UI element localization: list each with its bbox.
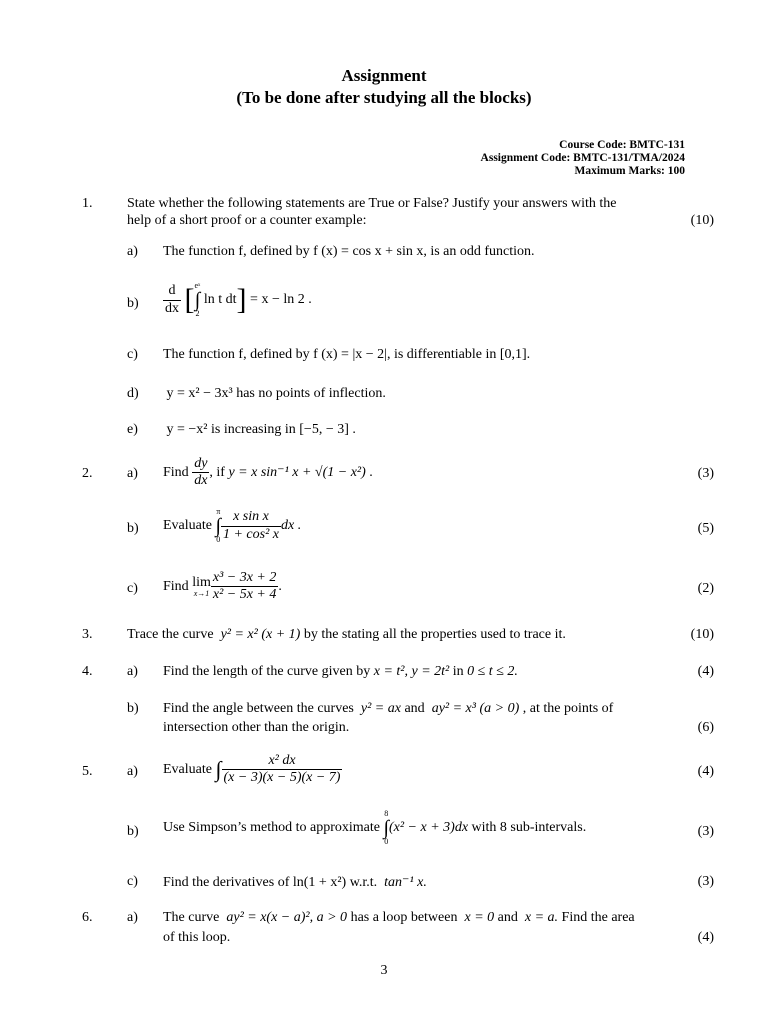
- limit: lim x→1: [192, 574, 211, 598]
- q6a-line2: of this loop.: [163, 930, 231, 945]
- q4-number: 4.: [82, 664, 93, 679]
- q6a-marks: (4): [697, 930, 714, 945]
- q5-number: 5.: [82, 764, 93, 779]
- q2c-text: Find lim x→1 $\frac{\text{x³ − 3x + 2}}{\text{x² − 5x + 4}}$ .: [163, 570, 282, 603]
- q4b-marks: (6): [697, 720, 714, 735]
- q1e-text: y = −x² is increasing in [−5, − 3] .: [166, 422, 356, 437]
- q4b-line2: intersection other than the origin.: [163, 720, 350, 735]
- assignment-code: Assignment Code: BMTC-131/TMA/2024: [480, 152, 685, 164]
- q5b-text: Use Simpson’s method to approximate 8 ∫ 0 (x² − x + 3)dx with 8 sub-intervals.: [163, 809, 587, 846]
- maximum-marks: Maximum Marks: 100: [574, 165, 685, 177]
- q3-number: 3.: [82, 627, 93, 642]
- integral-sign: 8 ∫ 0: [383, 809, 389, 846]
- q2-number: 2.: [82, 466, 93, 481]
- assignment-title: Assignment: [341, 66, 427, 85]
- q4b-line1: Find the angle between the curves y² = ax and ay² = x³ (a > 0) , at the points of: [163, 701, 614, 716]
- integral-sign: π ∫ 0: [215, 507, 221, 544]
- q1b-label: b): [127, 296, 139, 311]
- q6a-line1: The curve ay² = x(x − a)², a > 0 has a loop between x = 0 and x = a. Find the area: [163, 910, 635, 925]
- derivative-fraction: $\frac{d}{dx}$: [165, 283, 179, 316]
- q1c-label: c): [127, 347, 138, 362]
- integrand-fraction: $\frac{\text{x sin x}}{\text{1 + cos² x}}$: [222, 509, 279, 542]
- q2c-marks: (2): [697, 581, 714, 596]
- integrand-fraction: $\frac{\text{x² dx}}{(x - 3)(x - 5)(x - 7)}$: [223, 753, 341, 786]
- q2a-label: a): [127, 466, 138, 481]
- q4a-marks: (4): [697, 664, 714, 679]
- assignment-subtitle: (To be done after studying all the blocks): [236, 88, 532, 107]
- q1-line1: State whether the following statements are True or False? Justify your answers with the: [127, 196, 617, 211]
- q1b-text: $\frac{d}{dx}$ [ eˣ ∫ 2 ln t dt] = x − ln 2 .: [165, 281, 312, 318]
- q4a-label: a): [127, 664, 138, 679]
- q5b-marks: (3): [697, 824, 714, 839]
- q1d-text: y = x² − 3x³ has no points of inflection.: [166, 386, 386, 401]
- q1a-label: a): [127, 244, 138, 259]
- q4a-text: Find the length of the curve given by x = t², y = 2t² in 0 ≤ t ≤ 2.: [163, 664, 518, 679]
- q3-marks: (10): [690, 627, 714, 642]
- integral-sign: ∫: [215, 756, 222, 782]
- q1a-text: The function f, defined by f (x) = cos x + sin x, is an odd function.: [163, 244, 535, 259]
- q1-marks: (10): [690, 213, 714, 228]
- course-code: Course Code: BMTC-131: [559, 139, 685, 151]
- q5b-label: b): [127, 824, 139, 839]
- page-number: 3: [380, 963, 388, 978]
- q5a-marks: (4): [697, 764, 714, 779]
- q2b-text: Evaluate π ∫ 0 $\frac{\text{x sin x}}{\text{1 + cos² x}}$ dx .: [163, 507, 302, 544]
- q1e-label: e): [127, 422, 138, 437]
- q5c-text: Find the derivatives of ln(1 + x²) w.r.t. tan⁻¹ x.: [163, 875, 427, 890]
- q3-text: Trace the curve y² = x² (x + 1) by the stating all the properties used to trace it.: [127, 627, 566, 642]
- q1c-text: The function f, defined by f (x) = |x − 2|, is differentiable in [0,1].: [163, 347, 531, 362]
- q2a-marks: (3): [697, 466, 714, 481]
- q6a-label: a): [127, 910, 138, 925]
- q5a-text: Evaluate ∫ $\frac{\text{x² dx}}{(x - 3)(x - 5)(x - 7)}$: [163, 753, 341, 786]
- q2b-label: b): [127, 521, 139, 536]
- q2a-text: Find $\frac{dy}{dx}$ , if y = x sin⁻¹ x + √(1 − x²) .: [163, 456, 373, 489]
- q2c-label: c): [127, 581, 138, 596]
- q5c-label: c): [127, 874, 138, 889]
- q1d-label: d): [127, 386, 139, 401]
- limit-fraction: $\frac{\text{x³ − 3x + 2}}{\text{x² − 5x + 4}}$: [212, 570, 277, 603]
- dy-dx-fraction: $\frac{dy}{dx}$: [194, 456, 208, 489]
- q6-number: 6.: [82, 910, 93, 925]
- q4b-label: b): [127, 701, 139, 716]
- q5a-label: a): [127, 764, 138, 779]
- q2b-marks: (5): [697, 521, 714, 536]
- q1-number: 1.: [82, 196, 93, 211]
- integral-sign: eˣ ∫ 2: [194, 281, 201, 318]
- q5c-marks: (3): [697, 874, 714, 889]
- q1-line2: help of a short proof or a counter example:: [127, 213, 367, 228]
